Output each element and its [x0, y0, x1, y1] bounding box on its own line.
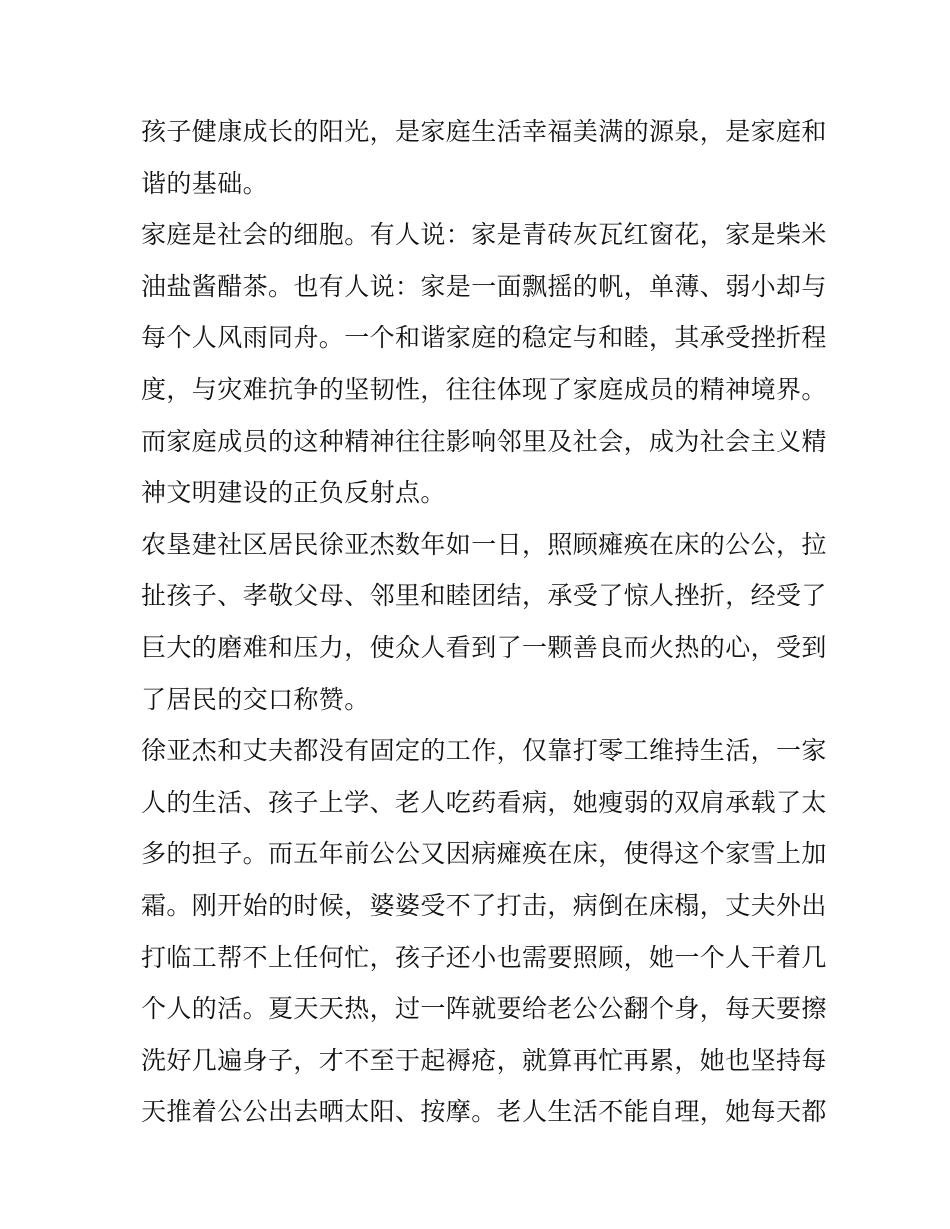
document-body [141, 106, 827, 1138]
text-line: 打临工帮不上任何忙，孩子还小也需要照顾，她一个人干着几 [141, 942, 827, 972]
text-line: 度，与灾难抗争的坚韧性，往往体现了家庭成员的精神境界。 [141, 374, 827, 404]
text-line: 家庭是社会的细胞。有人说：家是青砖灰瓦红窗花，家是柴米 [141, 220, 827, 250]
text-line: 个人的活。夏天天热，过一阵就要给老公公翻个身，每天要擦 [141, 994, 827, 1024]
text-line: 多的担子。而五年前公公又因病瘫痪在床，使得这个家雪上加 [141, 839, 827, 869]
text-line: 巨大的磨难和压力，使众人看到了一颗善良而火热的心，受到 [141, 632, 827, 662]
text-line: 扯孩子、孝敬父母、邻里和睦团结，承受了惊人挫折，经受了 [141, 581, 827, 611]
text-line: 洗好几遍身子，才不至于起褥疮，就算再忙再累，她也坚持每 [141, 1045, 827, 1075]
text-line: 神文明建设的正负反射点。 [141, 478, 446, 508]
text-line: 人的生活、孩子上学、老人吃药看病，她瘦弱的双肩承载了太 [141, 787, 827, 817]
text-line: 徐亚杰和丈夫都没有固定的工作，仅靠打零工维持生活，一家 [141, 736, 827, 766]
text-line: 农垦建社区居民徐亚杰数年如一日，照顾瘫痪在床的公公，拉 [141, 529, 827, 559]
text-line: 孩子健康成长的阳光，是家庭生活幸福美满的源泉，是家庭和 [141, 117, 827, 146]
text-line: 油盐酱醋茶。也有人说：家是一面飘摇的帆，单薄、弱小却与 [141, 271, 827, 301]
text-line: 每个人风雨同舟。一个和谐家庭的稳定与和睦，其承受挫折程 [141, 323, 827, 353]
text-line: 而家庭成员的这种精神往往影响邻里及社会，成为社会主义精 [141, 426, 827, 456]
text-line: 了居民的交口称赞。 [141, 684, 370, 714]
text-line: 天推着公公出去晒太阳、按摩。老人生活不能自理，她每天都 [141, 1097, 827, 1127]
text-line: 谐的基础。 [141, 168, 269, 198]
text-line: 霜。刚开始的时候，婆婆受不了打击，病倒在床榻，丈夫外出 [141, 890, 827, 920]
